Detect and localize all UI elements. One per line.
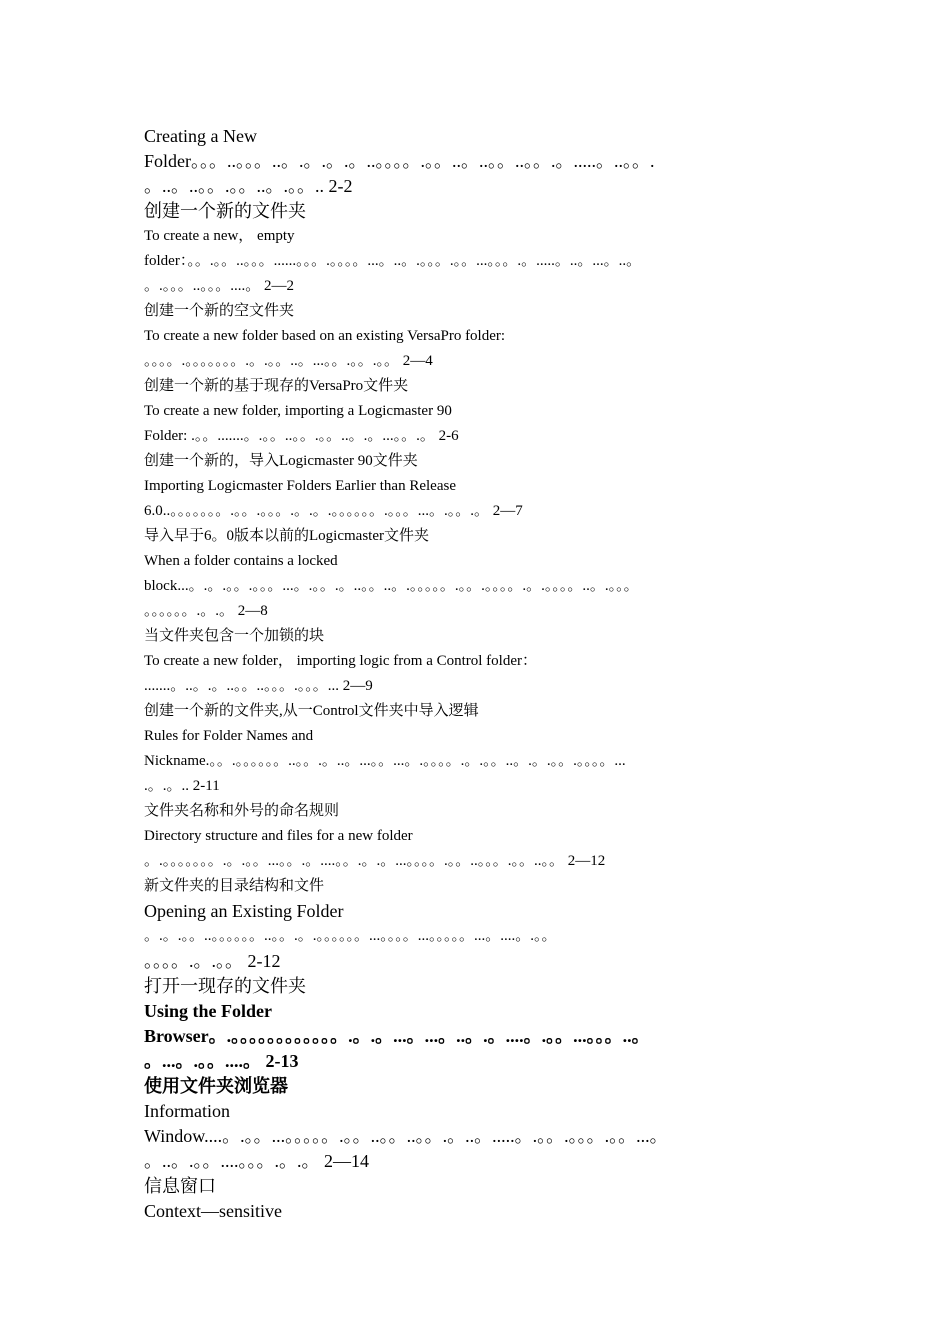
toc-line: 导入早于6。0版本以前的Logicmaster文件夹 — [144, 528, 429, 544]
toc-line: Directory structure and files for a new folder — [144, 828, 413, 844]
toc-line: To create a new folder based on an existing VersaPro folder: — [144, 328, 506, 344]
toc-line: Nickname.。。.。。。。。。..。。.。..。...。。...。.。。。。.。.。。..。.。.。。.。。。。... — [144, 753, 626, 769]
toc-line: 创建一个新的文件夹,从一Control文件夹中导入逻辑 — [144, 703, 479, 719]
toc-line: When a folder contains a locked — [144, 553, 338, 569]
toc-line: Folder: .。。.......。.。。..。。.。。..。.。...。。.。 2-6 — [144, 428, 459, 444]
toc-entry[interactable] — [144, 649, 809, 724]
toc-line: Folder。。。..。。。..。.。.。.。..。。。。.。。..。..。。..。。.。.....。..。。. — [144, 151, 655, 171]
toc-line: To create a new folder, importing a Logicmaster 90 — [144, 403, 452, 419]
toc-line: 6.0..。。。。。。。.。。.。。。.。.。.。。。。。。.。。。...。.。。.。 2—7 — [144, 503, 523, 519]
toc-line: 打开一现存的文件夹 — [144, 976, 306, 996]
toc-line: Using the Folder — [144, 1001, 272, 1021]
toc-line: 。...。.。。....。 2-13 — [144, 1051, 299, 1071]
toc-line: 创建一个新的空文件夹 — [144, 303, 295, 319]
toc-line: folder：。。.。。..。。。......。。。.。。。。...。..。.。。。.。。...。。。.。.....。..。...。..。 — [144, 253, 642, 269]
toc-entry[interactable] — [144, 474, 809, 549]
toc-line: .......。..。.。..。。..。。。.。。。... 2—9 — [144, 678, 373, 694]
toc-line: .。.。.. 2-11 — [144, 778, 220, 794]
toc-line: Creating a New — [144, 126, 257, 146]
toc-line: 。..。..。。.。。..。.。。.. 2-2 — [144, 176, 353, 196]
toc-line: 信息窗口 — [144, 1176, 216, 1196]
toc-line: Context—sensitive — [144, 1201, 282, 1221]
toc-line: Browser。.。。。。。。。。。。。。.。.。...。...。..。.。....。.。。...。。。..。 — [144, 1026, 650, 1046]
toc-line: Information — [144, 1101, 230, 1121]
toc-entry[interactable] — [144, 324, 809, 399]
toc-page — [144, 124, 809, 1224]
toc-line: To create a new， empty — [144, 228, 295, 244]
toc-entry[interactable] — [144, 899, 809, 999]
toc-line: 新文件夹的目录结构和文件 — [144, 878, 325, 894]
toc-line: Window....。.。。...。。。。。.。。..。。..。。.。..。.....。.。。.。。。.。。...。 — [144, 1126, 668, 1146]
toc-entry[interactable] — [144, 549, 809, 649]
toc-entry[interactable] — [144, 824, 809, 899]
toc-line: 。.。.。。..。。。。。。..。。.。.。。。。。。...。。。。...。。。。。...。....。.。。 — [144, 928, 557, 944]
toc-line: Rules for Folder Names and — [144, 728, 314, 744]
toc-entry[interactable] — [144, 399, 809, 474]
toc-line: Importing Logicmaster Folders Earlier than Release — [144, 478, 456, 494]
toc-line: 。.。。。..。。。....。 2—2 — [144, 278, 295, 294]
toc-line: 创建一个新的，导入Logicmaster 90文件夹 — [144, 453, 418, 469]
toc-line: 创建一个新的基于现存的VersaPro文件夹 — [144, 378, 409, 394]
toc-line: 。。。。.。.。。 2-12 — [144, 951, 281, 971]
toc-line: block...。.。.。。.。。。...。.。。.。..。。..。.。。。。。.。。.。。。。.。.。。。。..。.。。。 — [144, 578, 639, 594]
toc-line: 文件夹名称和外号的命名规则 — [144, 803, 340, 819]
toc-entry[interactable] — [144, 999, 809, 1099]
toc-line: 。。。。。。.。.。 2—8 — [144, 603, 268, 619]
toc-entry[interactable] — [144, 1199, 809, 1224]
toc-entry[interactable] — [144, 124, 809, 224]
toc-line: 当文件夹包含一个加锁的块 — [144, 628, 325, 644]
toc-entry[interactable] — [144, 224, 809, 324]
toc-entry[interactable] — [144, 1099, 809, 1199]
toc-line: 。..。.。。....。。。.。.。 2—14 — [144, 1151, 369, 1171]
toc-line: 。.。。。。。。。.。.。。...。。.。....。。.。.。...。。。。.。。..。。。.。。..。。 2—12 — [144, 853, 606, 869]
toc-line: 。。。。.。。。。。。。.。.。。..。...。。.。。.。。 2—4 — [144, 353, 433, 369]
toc-line: 创建一个新的文件夹 — [144, 201, 306, 221]
toc-line: Opening an Existing Folder — [144, 901, 344, 921]
toc-entry[interactable] — [144, 724, 809, 824]
toc-line: To create a new folder， importing logic from a Control folder： — [144, 653, 537, 669]
toc-line: 使用文件夹浏览器 — [144, 1076, 288, 1096]
